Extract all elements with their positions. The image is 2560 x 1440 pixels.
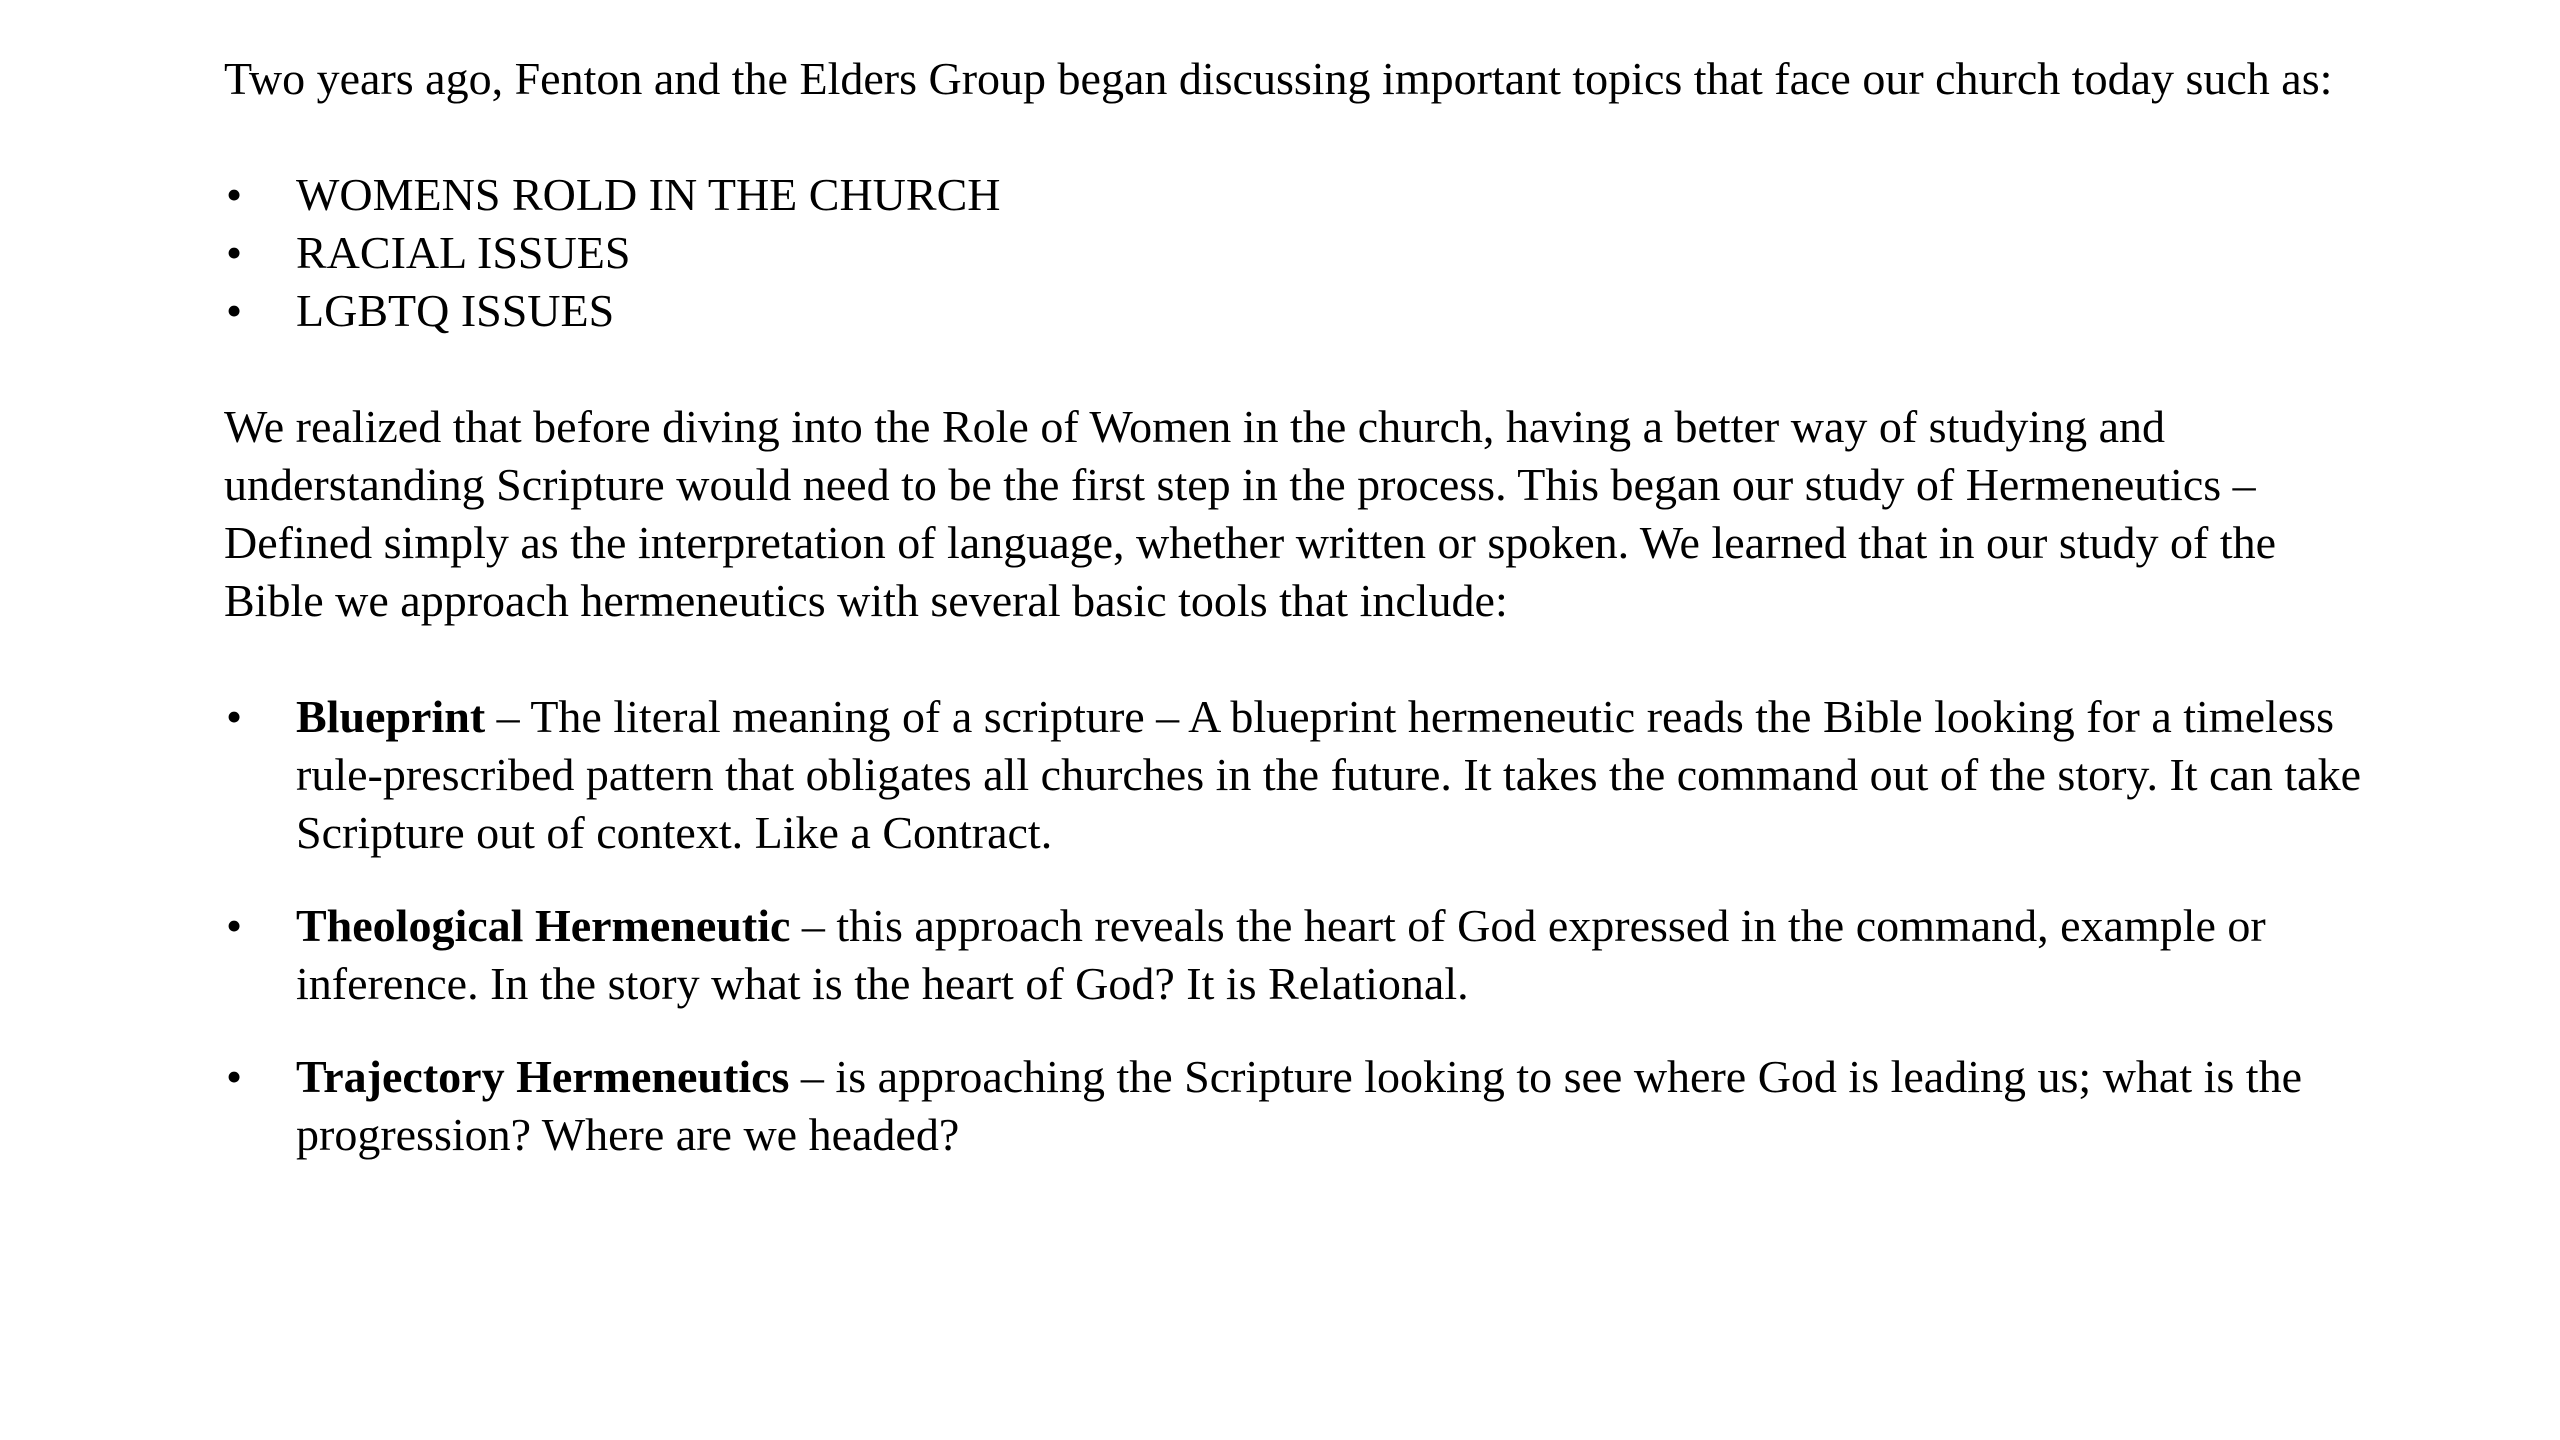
topic-label: RACIAL ISSUES <box>296 227 631 278</box>
tool-item <box>224 688 2384 862</box>
tool-description: – The literal meaning of a scripture – A blueprint hermeneutic reads the Bible looking for a timeless rule-prescribed pattern that obligates all churches in the future. It takes the command out of the story. It can take Scripture out of context. Like a Contract. <box>296 691 2361 858</box>
bullet-icon: • <box>226 169 243 220</box>
bullet-icon: • <box>226 900 243 951</box>
hermeneutics-paragraph: We realized that before diving into the Role of Women in the church, having a better way of studying and understanding Scripture would need to be the first step in the process. This began our study of Hermeneutics – Defined simply as the interpretation of language, whether written or spoken. We learned that in our study of the Bible we approach hermeneutics with several basic tools that include: <box>224 401 2277 626</box>
topic-item <box>224 282 2384 340</box>
bullet-icon: • <box>226 1051 243 1102</box>
tool-item <box>224 1048 2384 1164</box>
intro-paragraph: Two years ago, Fenton and the Elders Group began discussing important topics that face our church today such as: <box>224 53 2333 104</box>
topics-list <box>224 166 2384 340</box>
tool-term: Blueprint <box>296 691 486 742</box>
topic-label: LGBTQ ISSUES <box>296 285 615 336</box>
tool-term: Theological Hermeneutic <box>296 900 791 951</box>
tools-list <box>224 688 2384 1164</box>
tool-description: – is approaching the Scripture looking to see where God is leading us; what is the progression? Where are we headed? <box>296 1051 2302 1160</box>
tool-item <box>224 897 2384 1013</box>
tool-term: Trajectory Hermeneutics <box>296 1051 790 1102</box>
tool-description: – this approach reveals the heart of God expressed in the command, example or inference. In the story what is the heart of God? It is Relational. <box>296 900 2266 1009</box>
document-page <box>224 50 2384 1199</box>
bullet-icon: • <box>226 227 243 278</box>
bullet-icon: • <box>226 691 243 742</box>
topic-label: WOMENS ROLD IN THE CHURCH <box>296 169 1001 220</box>
topic-item <box>224 224 2384 282</box>
bullet-icon: • <box>226 285 243 336</box>
topic-item <box>224 166 2384 224</box>
